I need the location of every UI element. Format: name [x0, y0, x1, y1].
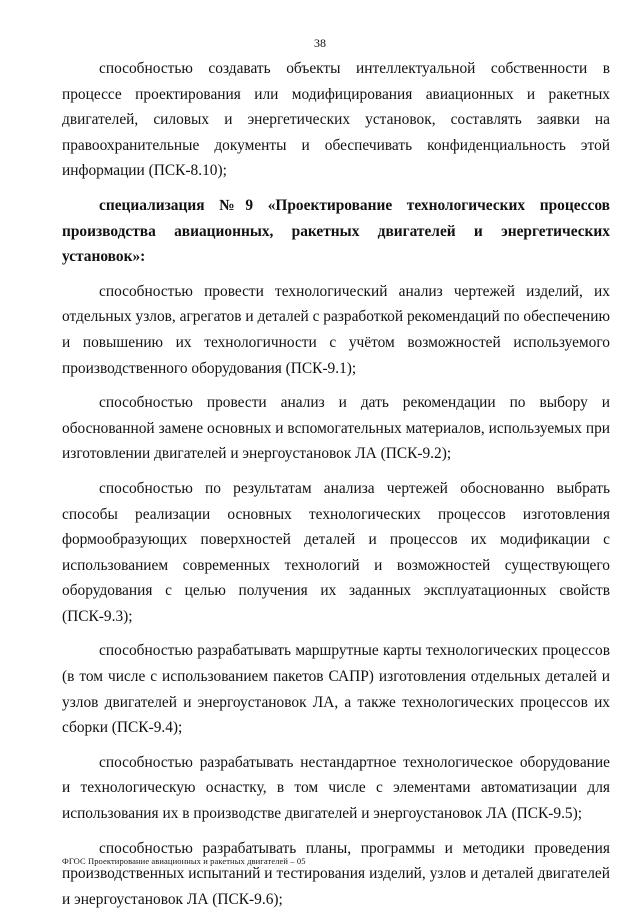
page-body	[62, 56, 610, 921]
paragraph-psk-9-3: способностью по результатам анализа чертежей обоснованно выбрать способы реализации основных технологических процессов изготовления формообразующих поверхностей деталей и процессов их модификации с использованием современных технологий и возможностей существующего оборудования с целью получения их заданных эксплуатационных свойств (ПСК-9.3);	[62, 479, 610, 625]
paragraph-psk-9-4: способностью разрабатывать маршрутные карты технологических процессов (в том числе с использованием пакетов САПР) изготовления отдельных деталей и узлов двигателей и энергоустановок ЛА, а также технологических процессов их сборки (ПСК-9.4);	[62, 642, 610, 737]
paragraph-psk-9-6: способностью разрабатывать планы, программы и методики проведения производственных испытаний и тестирования изделий, узлов и деталей двигателей и энергоустановок ЛА (ПСК-9.6);	[62, 839, 610, 908]
specialization-heading: специализация №9 «Проектирование технологических процессов производства авиационных, ракетных двигателей и энергетических установок»:	[62, 196, 610, 266]
paragraph-psk-9-1: способностью провести технологический анализ чертежей изделий, их отдельных узлов, агрегатов и деталей с разработкой рекомендаций по обеспечению и повышению их технологичности с учётом возможностей используемого производственного оборудования (ПСК-9.1);	[62, 282, 610, 377]
page-footer: ФГОС Проектирование авиационных и ракетных двигателей – 05	[62, 856, 306, 866]
page-number: 38	[314, 36, 326, 50]
paragraph-psk-8-10: способностью создавать объекты интеллектуальной собственности в процессе проектирования или модифицирования авиационных и ракетных двигателей, силовых и энергетических установок, составлять заявки на правоохранительные документы и обеспечивать конфиденциальность этой информации (ПСК-8.10);	[62, 60, 610, 180]
paragraph-psk-9-2: способностью провести анализ и дать рекомендации по выбору и обоснованной замене основных и вспомогательных материалов, используемых при изготовлении двигателей и энергоустановок ЛА (ПСК-9.2);	[62, 394, 610, 463]
paragraph-psk-9-5: способностью разрабатывать нестандартное технологическое оборудование и технологическую оснастку, в том числе с элементами автоматизации для использования их в производстве двигателей и энергоустановок ЛА (ПСК-9.5);	[62, 753, 610, 823]
